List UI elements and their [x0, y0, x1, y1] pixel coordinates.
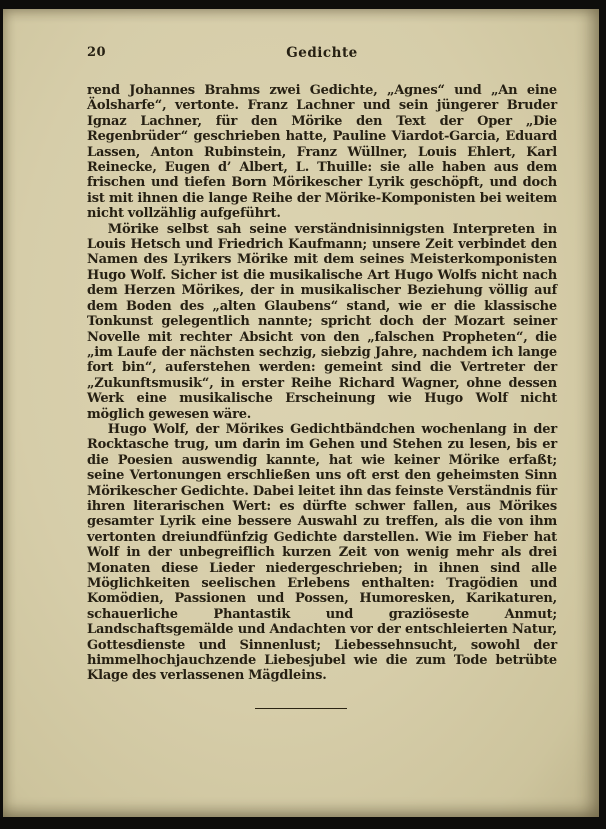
page-header-row — [3, 45, 599, 63]
paragraph-continuation: rend Johannes Brahms zwei Gedichte, „Agnes“ und „An eine Äolsharfe“, vertonte. Franz Lachner und sein jüngerer Bruder Ignaz Lachner, für den Mörike den Text der Oper „Die Regenbrüder“ geschrieben hatte, Pauline Viardot-Garcia, Eduard Lassen, Anton Rubinstein, Franz Wüllner, Louis Ehlert, Karl Reinecke, Eugen d’ Albert, L. Thuille: sie alle haben aus dem frischen und tiefen Born Mörikescher Lyrik geschöpft, und doch ist mit ihnen die lange Reihe der Mörike-Komponisten bei weitem nicht vollzählig aufgeführt. — [87, 83, 557, 222]
paragraph: Hugo Wolf, der Mörikes Gedichtbändchen wochenlang in der Rocktasche trug, um darin im Gehen und Stehen zu lesen, bis er die Poesien auswendig kannte, hat wie keiner Mörike erfaßt; seine Vertonungen erschließen uns oft erst den geheimsten Sinn Mörikescher Gedichte. Dabei leitet ihn das feinste Verständnis für ihren literarischen Wert: es dürfte schwer fallen, aus Mörikes gesamter Lyrik eine bessere Auswahl zu treffen, als die von ihm vertonten dreiundfünfzig Gedichte darstellen. Wie im Fieber hat Wolf in der unbegreiflich kurzen Zeit von wenig mehr als drei Monaten diese Lieder niedergeschrieben; in ihnen sind alle Möglichkeiten seelischen Erlebens enthalten: Tragödien und Komödien, Passionen und Possen, Humoresken, Karikaturen, schauerliche Phantastik und graziöseste Anmut; Landschaftsgemälde und Andachten vor der entschleierten Natur, Gottesdienste und Sinnenlust; Liebessehnsucht, sowohl der himmelhochjauchzende Liebesjubel wie die zum Tode betrübte Klage des verlassenen Mägdleins. — [87, 421, 557, 684]
section-divider — [255, 708, 347, 709]
running-header: Gedichte — [286, 45, 358, 61]
paragraph: Mörike selbst sah seine verständnisinnigsten Interpreten in Louis Hetsch und Friedrich Kaufmann; unsere Zeit verbindet den Namen des Lyrikers Mörike mit dem seines Meisterkomponisten Hugo Wolf. Sicher ist die musikalische Art Hugo Wolfs nicht nach dem Herzen Mörikes, der in musikalischer Beziehung völlig auf dem Boden des „alten Glaubens“ stand, wie er die klassische Tonkunst gelegentlich nannte; spricht doch der Mozart seiner Novelle mit rechter Absicht von den „falschen Propheten“, die „im Laufe der nächsten sechzig, siebzig Jahre, nachdem ich lange fort bin“, auferstehen werden: gemeint sind die Vertreter der „Zukunftsmusik“, in erster Reihe Richard Wagner, ohne dessen Werk eine musikalische Erscheinung wie Hugo Wolf nicht möglich gewesen wäre. — [87, 221, 557, 422]
page-number: 20 — [87, 45, 107, 60]
book-page — [3, 9, 599, 817]
body-text — [87, 83, 557, 684]
